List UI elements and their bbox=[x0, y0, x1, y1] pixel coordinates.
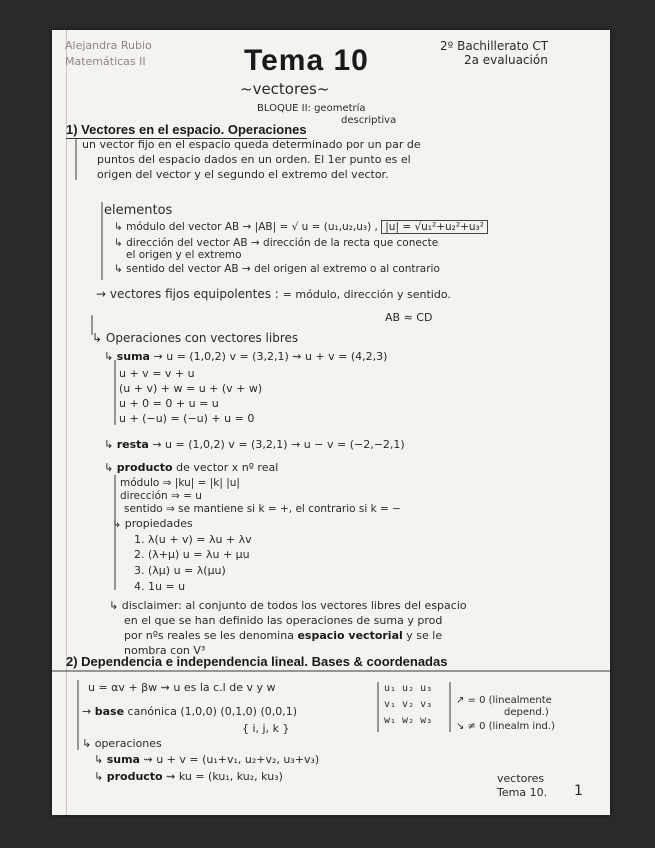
modulo-formula-box: |u| = √u₁²+u₂²+u₃² bbox=[381, 220, 488, 234]
suma-prop-1: u + v = v + u bbox=[119, 367, 195, 380]
page-number: 1 bbox=[574, 783, 583, 799]
direccion-line-2: el origen y el extremo bbox=[126, 249, 242, 261]
operaciones-title: ↳ operaciones bbox=[82, 737, 162, 750]
linear-combination: u = αv + βw ⇝ u es la c.l de v y w bbox=[88, 681, 276, 694]
matrix-row-3: w₁ w₂ w₃ bbox=[384, 715, 433, 726]
subject-name: Matemáticas II bbox=[65, 55, 146, 68]
course-label: 2º Bachillerato CT bbox=[440, 39, 549, 53]
suma-prop-4: u + (−u) = (−u) + u = 0 bbox=[119, 412, 255, 425]
notebook-page bbox=[52, 30, 610, 815]
direccion-line: ↳ dirección del vector AB → dirección de la recta que conecte bbox=[114, 237, 439, 249]
disclaimer-line-1: ↳ disclaimer: al conjunto de todos los vectores libres del espacio bbox=[109, 599, 467, 612]
matrix-zero-result: ↗ = 0 (linealmente bbox=[456, 695, 552, 706]
op-producto-line: ↳ producto ⇝ ku = (ku₁, ku₂, ku₃) bbox=[94, 770, 283, 783]
matrix-row-2: v₁ v₂ v₃ bbox=[384, 699, 433, 710]
section2-heading: 2) Dependencia e independencia lineal. Bases & coordenadas bbox=[66, 654, 448, 669]
disclaimer-line-4: nombra con V³ bbox=[124, 644, 206, 657]
equipolentes-equation: AB ≈ CD bbox=[385, 311, 433, 324]
propiedad-4: 4. 1u = u bbox=[134, 580, 186, 593]
suma-prop-2: (u + v) + w = u + (v + w) bbox=[119, 382, 263, 395]
propiedad-1: 1. λ(u + v) = λu + λv bbox=[134, 533, 252, 546]
definition-line-3: origen del vector y el segundo el extremo del vector. bbox=[97, 168, 389, 181]
propiedades-title: ↳ propiedades bbox=[112, 517, 193, 530]
matrix-zero-result-2: depend.) bbox=[504, 707, 549, 718]
block-label: BLOQUE II: geometría bbox=[257, 103, 366, 114]
matrix-nonzero-result: ↘ ≠ 0 (linealm ind.) bbox=[456, 721, 555, 732]
elements-title: elementos bbox=[104, 203, 173, 218]
section1-heading: 1) Vectores en el espacio. Operaciones bbox=[66, 122, 307, 137]
definition-line-2: puntos del espacio dados en un orden. El 1er punto es el bbox=[97, 153, 411, 166]
modulo-line: ↳ módulo del vector AB → |AB| = √ u = (u₁,u₂,u₃) , |u| = √u₁²+u₂²+u₃² bbox=[114, 222, 488, 233]
ops-title: ↳ Operaciones con vectores libres bbox=[92, 331, 299, 345]
propiedad-2: 2. (λ+μ) u = λu + μu bbox=[134, 548, 250, 561]
propiedad-3: 3. (λμ) u = λ(μu) bbox=[134, 564, 226, 577]
page-title: Tema 10 bbox=[244, 44, 369, 77]
op-suma-line: ↳ suma ⇝ u + v = (u₁+v₁, u₂+v₂, u₃+v₃) bbox=[94, 753, 320, 766]
producto-item-1: módulo ⇒ |ku| = |k| |u| bbox=[120, 477, 240, 489]
resta-line: ↳ resta → u = (1,0,2) v = (3,2,1) → u − v = (−2,−2,1) bbox=[104, 438, 405, 451]
producto-line: ↳ producto de vector x nº real bbox=[104, 461, 279, 474]
producto-item-2: dirección ⇒ = u bbox=[120, 490, 202, 502]
equipolentes-line: → vectores fijos equipolentes : = módulo, dirección y sentido. bbox=[96, 287, 451, 301]
base-line: → base canónica (1,0,0) (0,1,0) (0,0,1) bbox=[82, 705, 298, 718]
suma-line: ↳ suma → u = (1,0,2) v = (3,2,1) ⇝ u + v = (4,2,3) bbox=[104, 350, 388, 363]
suma-prop-3: u + 0 = 0 + u = u bbox=[119, 397, 219, 410]
definition-line-1: un vector fijo en el espacio queda determinado por un par de bbox=[82, 138, 421, 151]
term-label: 2a evaluación bbox=[464, 53, 548, 67]
block-label-2: descriptiva bbox=[341, 115, 397, 126]
sentido-line: ↳ sentido del vector AB → del origen al extremo o al contrario bbox=[114, 263, 440, 275]
footer-label-2: Tema 10. bbox=[497, 786, 548, 799]
base-vectors: { i, j, k } bbox=[242, 722, 290, 735]
matrix-row-1: u₁ u₂ u₃ bbox=[384, 683, 433, 694]
disclaimer-line-2: en el que se han definido las operaciones de suma y prod bbox=[124, 614, 443, 627]
footer-label: vectores bbox=[497, 772, 545, 785]
author-name: Alejandra Rubio bbox=[65, 39, 152, 52]
page-subtitle: ~vectores~ bbox=[240, 80, 330, 98]
disclaimer-line-3: por nºs reales se les denomina espacio vectorial y se le bbox=[124, 629, 443, 642]
producto-item-3: sentido ⇒ se mantiene si k = +, el contrario si k = − bbox=[124, 503, 401, 515]
